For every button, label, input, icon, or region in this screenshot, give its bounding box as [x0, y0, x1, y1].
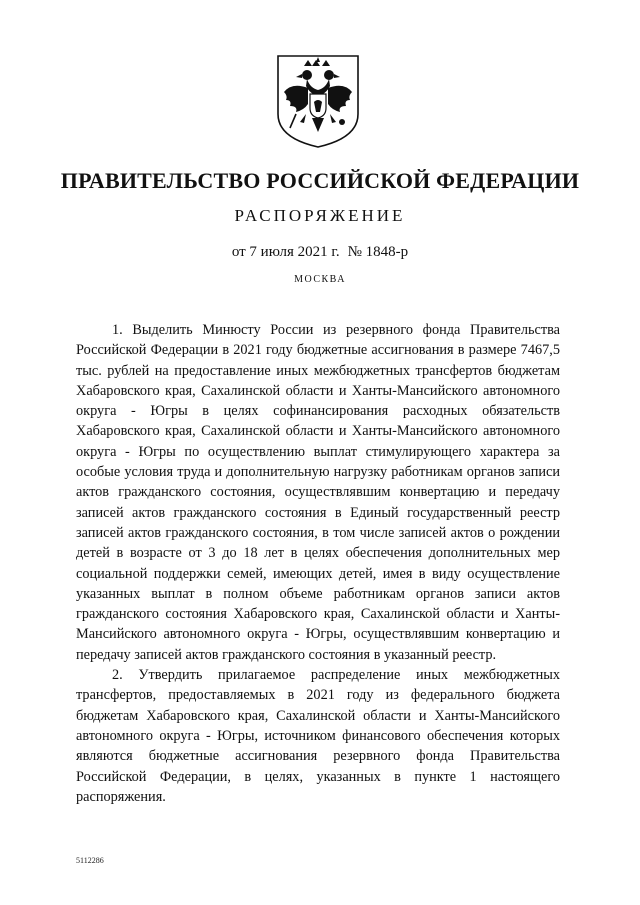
- double-headed-eagle-emblem-icon: [274, 52, 362, 150]
- document-date-number: [0, 244, 640, 261]
- document-city: МОСКВА: [294, 274, 346, 285]
- document-type: РАСПОРЯЖЕНИЕ: [234, 206, 406, 225]
- document-number: № 1848-р: [347, 244, 409, 260]
- document-body: [76, 320, 560, 807]
- government-title: ПРАВИТЕЛЬСТВО РОССИЙСКОЙ ФЕДЕРАЦИИ: [60, 168, 580, 193]
- paragraph-1: 1. Выделить Минюсту России из резервного фонда Правительства Российской Федерации в 2021 году бюджетные ассигнования в размере 7467,5 тыс. рублей на предоставление иных межбюджетных трансфертов бюджетам Хабаровского края, Сахалинской области и Ханты-Мансийского автономного округа - Югры в целях софинансирования расходных обязательств Хабаровского края, Сахалинской области и Ханты-Мансийского автономного округа - Югры по осуществлению выплат стимулирующего характера за особые условия труда и дополнительную нагрузку работникам органов записи актов гражданского состояния, осуществлявшим конвертацию и передачу записей актов гражданского состояния в Единый государственный реестр записей актов гражданского состояния, в том числе записей актов о рождении детей в возрасте от 3 до 18 лет в целях обеспечения дополнительных мер социальной поддержки семей, имеющих детей, имея в виду осуществление указанных выплат в полном объеме работникам органов записи актов гражданского состояния Хабаровского края, Сахалинской области и Ханты-Мансийского автономного округа - Югры, осуществлявшим конвертацию и передачу записей актов гражданского состояния в указанный реестр.: [76, 322, 560, 663]
- paragraph-2: 2. Утвердить прилагаемое распределение иных межбюджетных трансфертов, предоставляемых в 2021 году из федерального бюджета бюджетам Хабаровского края, Сахалинской области и Ханты-Мансийского автономного округа - Югры, источником финансового обеспечения которых являются бюджетные ассигнования резервного фонда Правительства Российской Федерации, в целях, указанных в пункте 1 настоящего распоряжения.: [76, 667, 560, 805]
- document-date: от 7 июля 2021 г.: [231, 244, 340, 260]
- footer-document-code: 5112286: [76, 856, 104, 865]
